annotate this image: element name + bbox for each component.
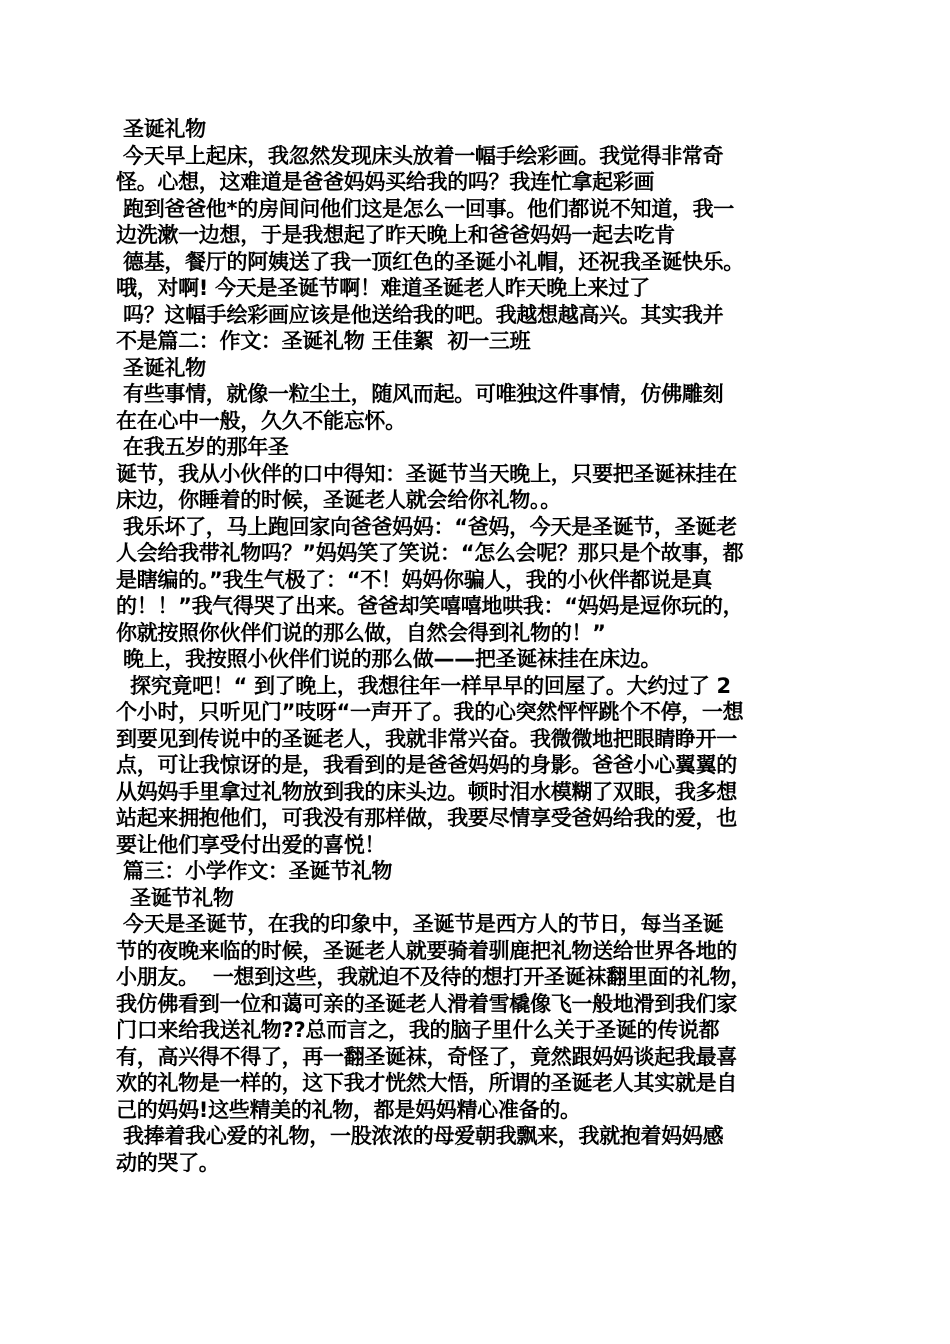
text-line: 要让他们享受付出爱的喜悦！ — [116, 832, 386, 857]
text-line: 在在心中一般，久久不能忘怀。 — [116, 408, 406, 433]
text-line: 我仿佛看到一位和蔼可亲的圣诞老人滑着雪橇像飞一般地滑到我们家 — [116, 991, 737, 1016]
text-line: 篇三：小学作文：圣诞节礼物 — [116, 859, 393, 883]
document-body — [116, 116, 836, 1176]
text-line: 跑到爸爸他*的房间问他们这是怎么一回事。他们都说不知道，我一 — [116, 196, 734, 221]
text-line: 是瞎编的。”我生气极了：“不！妈妈你骗人，我的小伙伴都说是真 — [116, 567, 713, 592]
text-line: 我乐坏了，马上跑回家向爸爸妈妈：“爸妈，今天是圣诞节，圣诞老 — [116, 514, 737, 539]
text-line: 床边，你睡着的时候，圣诞老人就会给你礼物。。 — [116, 488, 561, 512]
text-line: 不是篇二：作文：圣诞礼物 王佳絮 初一三班 — [116, 329, 531, 353]
text-line: 圣诞礼物 — [116, 355, 206, 380]
text-line: 你就按照你伙伴们说的那么做，自然会得到礼物的！” — [116, 620, 606, 645]
text-line: 有些事情，就像一粒尘土，随风而起。可唯独这件事情，仿佛雕刻 — [116, 382, 724, 406]
text-line: 我捧着我心爱的礼物，一股浓浓的母爱朝我飘来，我就抱着妈妈感 — [116, 1124, 724, 1148]
text-line: 己的妈妈!这些精美的礼物，都是妈妈精心准备的。 — [116, 1097, 581, 1122]
text-line: 圣诞节礼物 — [116, 885, 234, 910]
text-line: 欢的礼物是一样的，这下我才恍然大悟，所谓的圣诞老人其实就是自 — [116, 1071, 737, 1095]
text-line: 到要见到传说中的圣诞老人，我就非常兴奋。我微微地把眼睛睁开一 — [116, 726, 737, 751]
text-line: 的！！”我气得哭了出来。爸爸却笑嘻嘻地哄我：“妈妈是逗你玩的， — [116, 594, 744, 618]
text-line: 吗？这幅手绘彩画应该是他送给我的吧。我越想越高兴。其实我并 — [116, 302, 724, 327]
text-line: 德基，餐厅的阿姨送了我一顶红色的圣诞小礼帽，还祝我圣诞快乐。 — [116, 249, 745, 274]
text-line: 怪。心想，这难道是爸爸妈妈买给我的吗？我连忙拿起彩画 — [116, 170, 655, 194]
text-line: 今天早上起床，我忽然发现床头放着一幅手绘彩画。我觉得非常奇 — [116, 143, 724, 168]
text-line: 点，可让我惊讶的是，我看到的是爸爸妈妈的身影。爸爸小心翼翼的 — [116, 753, 737, 777]
text-line: 站起来拥抱他们，可我没有那样做，我要尽情享受爸妈给我的爱，也 — [116, 806, 737, 830]
text-line: 今天是圣诞节，在我的印象中，圣诞节是西方人的节日，每当圣诞 — [116, 912, 724, 936]
text-line: 圣诞礼物 — [116, 117, 206, 141]
text-line: 在我五岁的那年圣 — [116, 435, 289, 459]
text-line: 门口来给我送礼物??总而言之，我的脑子里什么关于圣诞的传说都 — [116, 1018, 720, 1042]
text-line: 有，高兴得不得了，再一翻圣诞袜，奇怪了，竟然跟妈妈谈起我最喜 — [116, 1044, 737, 1069]
text-line: 探究竟吧！“ 到了晚上，我想往年一样早早的回屋了。大约过了 2 — [116, 673, 731, 698]
text-line: 哦，对啊! 今天是圣诞节啊！难道圣诞老人昨天晚上来过了 — [116, 276, 650, 300]
text-line: 动的哭了。 — [116, 1150, 220, 1175]
text-line: 节的夜晚来临的时候，圣诞老人就要骑着驯鹿把礼物送给世界各地的 — [116, 938, 737, 963]
text-line: 边洗漱一边想，于是我想起了昨天晚上和爸爸妈妈一起去吃肯 — [116, 223, 675, 247]
text-line: 人会给我带礼物吗？”妈妈笑了笑说：“怎么会呢？那只是个故事，都 — [116, 541, 744, 565]
text-line: 个小时，只听见门”吱呀“一声开了。我的心突然怦怦跳个不停，一想 — [116, 700, 744, 724]
text-line: 晚上，我按照小伙伴们说的那么做——把圣诞袜挂在床边。 — [116, 647, 662, 671]
text-line: 诞节，我从小伙伴的口中得知：圣诞节当天晚上，只要把圣诞袜挂在 — [116, 461, 737, 486]
text-line: 小朋友。 一想到这些，我就迫不及待的想打开圣诞袜翻里面的礼物， — [116, 965, 752, 989]
text-line: 从妈妈手里拿过礼物放到我的床头边。顿时泪水模糊了双眼，我多想 — [116, 779, 737, 804]
